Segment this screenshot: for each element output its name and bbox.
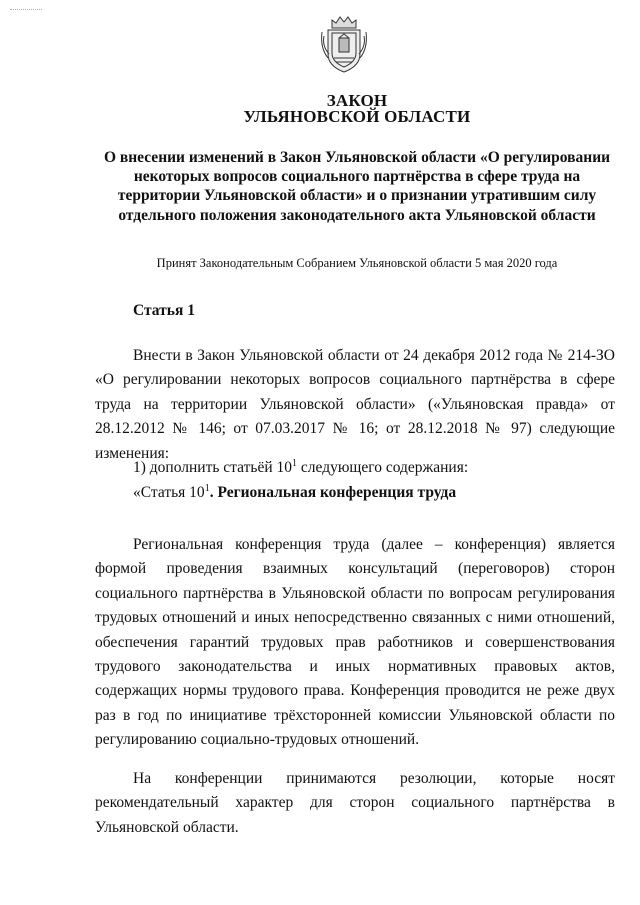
amendment-item-1: 1) дополнить статьёй $10^1$ следующего содержания: — [133, 458, 469, 476]
law-subject: О внесении изменений в Закон Ульяновской области «О регулировании некоторых вопросов социального партнёрства в сфере труда на территории Ульяновской области» и о признании утратившим силу отдельного положения законодательного акта Ульяновской области — [103, 149, 611, 224]
paragraph-conference-definition: Региональная конференция труда (далее – конференция) является формой проведения взаимных консультаций (переговоров) сторон социального партнёрства в Ульяновской области по вопросам регулирования трудовых отношений и иных непосредственно связанных с ними отношений, обеспечения гарантий трудовых прав работников и совершенствования трудового законодательства и иных нормативных правовых актов, содержащих нормы трудового права. Конференция проводится не реже двух раз в год по инициативе трёхсторонней комиссии Ульяновской области по регулированию социально-трудовых отношений. — [95, 536, 615, 749]
paragraph-resolutions: На конференции принимаются резолюции, которые носят рекомендательный характер для сторон социального партнёрства в Ульяновской области. — [95, 770, 615, 836]
new-article-heading: «Статья $10^1$. Региональная конференция труда — [133, 483, 457, 501]
scan-dots — [10, 9, 42, 12]
region-title: УЛЬЯНОВСКОЙ ОБЛАСТИ — [243, 107, 471, 126]
coat-of-arms-icon — [318, 14, 370, 76]
adoption-note: Принят Законодательным Собранием Ульяновской области 5 мая 2020 года — [156, 256, 558, 270]
article-heading: Статья 1 — [133, 302, 195, 319]
law-title: ЗАКОН — [326, 91, 388, 110]
article-intro: Внести в Закон Ульяновской области от 24 декабря 2012 года № 214-ЗО «О регулировании некоторых вопросов социального партнёрства в сфере труда на территории Ульяновской области» («Ульяновская правда» от 28.12.2012 № 146; от 07.03.2017 № 16; от 28.12.2018 № 97) следующие изменения: — [95, 347, 615, 462]
